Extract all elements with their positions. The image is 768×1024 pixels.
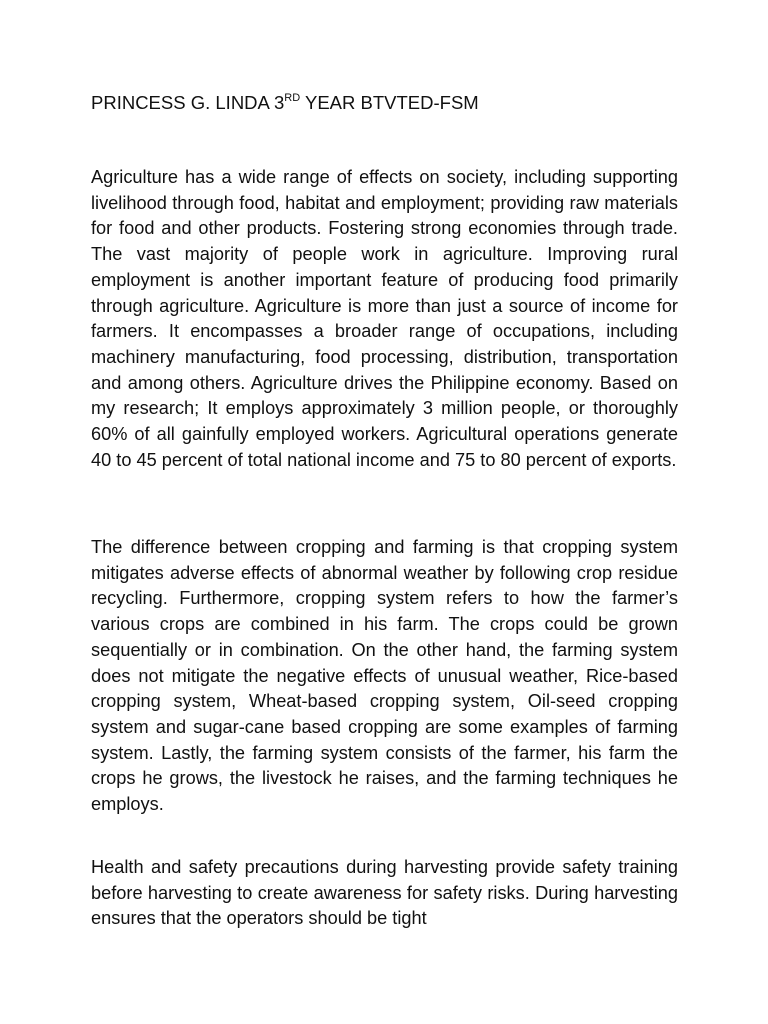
paragraph-harvest-safety: Health and safety precautions during harvesting provide safety training before harvesting to create awareness for safety risks. During harvesting ensures that the operators should be tight: [91, 857, 678, 929]
author-heading: [91, 92, 479, 114]
author-year-course: YEAR BTVTED-FSM: [300, 92, 479, 113]
paragraph-agriculture-effects: Agriculture has a wide range of effects on society, including supporting livelihood through food, habitat and employment; providing raw materials for food and other products. Fostering strong economies through trade. The vast majority of people work in agriculture. Improving rural employment is another important feature of producing food primarily through agriculture. Agriculture is more than just a source of income for farmers. It encompasses a broader range of occupations, including machinery manufacturing, food processing, distribution, transportation and among others. Agriculture drives the Philippine economy. Based on my research; It employs approximately 3 million people, or thoroughly 60% of all gainfully employed workers. Agricultural operations generate 40 to 45 percent of total national income and 75 to 80 percent of exports.: [91, 167, 678, 470]
author-name: PRINCESS G. LINDA 3: [91, 92, 285, 113]
ordinal-superscript: RD: [284, 92, 301, 104]
paragraph-cropping-vs-farming: The difference between cropping and farming is that cropping system mitigates adverse effects of abnormal weather by following crop residue recycling. Furthermore, cropping system refers to how the farmer’s various crops are combined in his farm. The crops could be grown sequentially or in combination. On the other hand, the farming system does not mitigate the negative effects of unusual weather, Rice-based cropping system, Wheat-based cropping system, Oil-seed cropping system and sugar-cane based cropping are some examples of farming system. Lastly, the farming system consists of the farmer, his farm the crops he grows, the livestock he raises, and the farming techniques he employs.: [91, 537, 678, 815]
